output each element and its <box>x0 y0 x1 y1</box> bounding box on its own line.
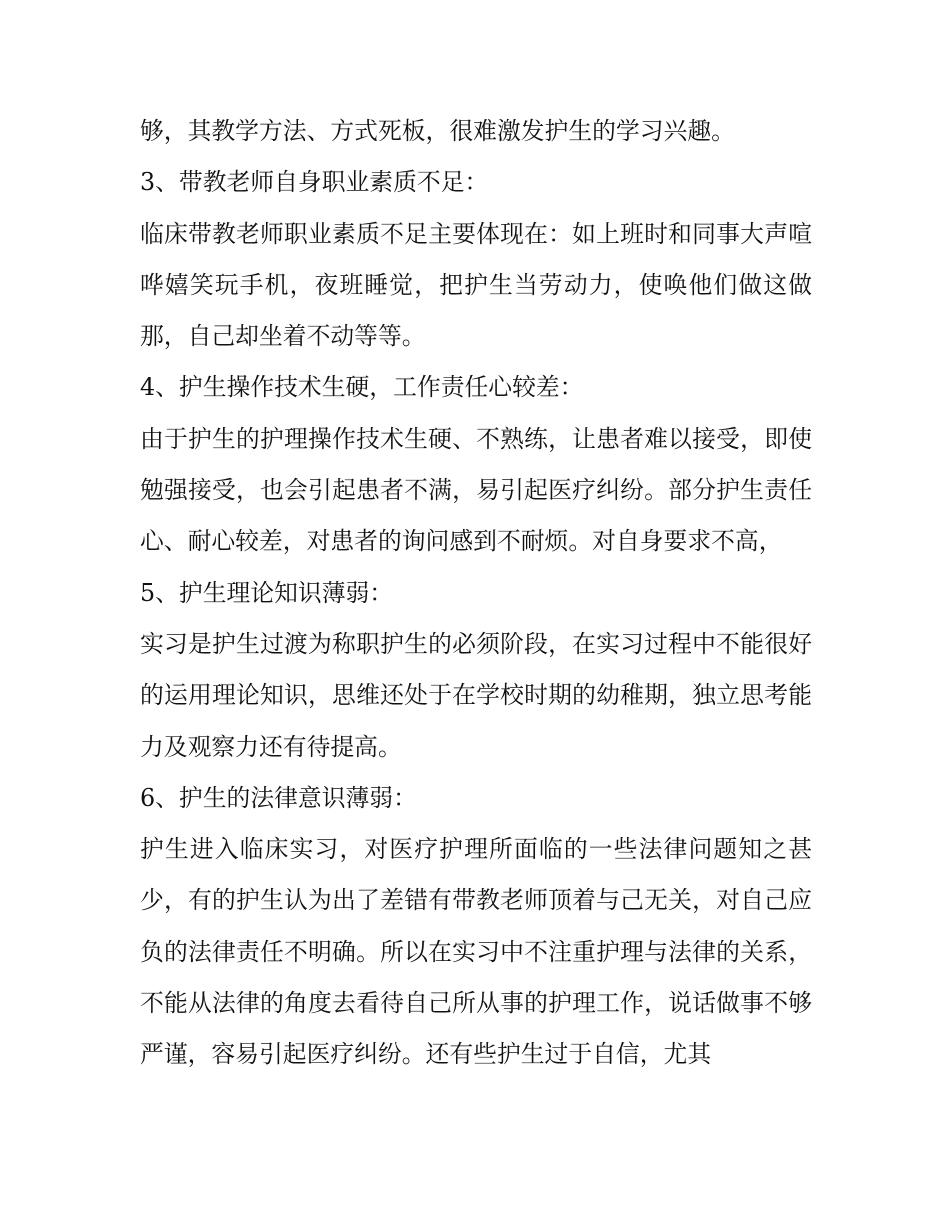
section-heading-3: 3、带教老师自身职业素质不足： <box>140 168 489 197</box>
paragraph-theory-knowledge: 实习是护生过渡为称职护生的必须阶段，在实习过程中不能很好的运用理论知识，思维还处于在学校时期的幼稚期，独立思考能力及观察力还有待提高。 <box>140 629 812 761</box>
section-heading-5: 5、护生理论知识薄弱： <box>140 578 394 607</box>
paragraph-teacher-quality: 临床带教老师职业素质不足主要体现在：如上班时和同事大声喧哗嬉笑玩手机，夜班睡觉，把护生当劳动力，使唤他们做这做那，自己却坐着不动等等。 <box>140 219 812 351</box>
section-heading-4: 4、护生操作技术生硬，工作责任心较差： <box>140 373 584 402</box>
paragraph-legal-awareness: 护生进入临床实习，对医疗护理所面临的一些法律问题知之甚少，有的护生认为出了差错有带教老师顶着与己无关，对自己应负的法律责任不明确。所以在实习中不注重护理与法律的关系，不能从法律的角度去看待自己所从事的护理工作，说话做事不够严谨，容易引起医疗纠纷。还有些护生过于自信，尤其 <box>140 835 812 1069</box>
paragraph-continuation: 够，其教学方法、方式死板，很难激发护生的学习兴趣。 <box>140 117 735 145</box>
paragraph-operation-skills: 由于护生的护理操作技术生硬、不熟练，让患者难以接受，即使勉强接受，也会引起患者不满，易引起医疗纠纷。部分护生责任心、耐心较差，对患者的询问感到不耐烦。对自身要求不高， <box>140 424 812 556</box>
document-body <box>140 106 812 1081</box>
section-heading-6: 6、护生的法律意识薄弱： <box>140 783 417 812</box>
